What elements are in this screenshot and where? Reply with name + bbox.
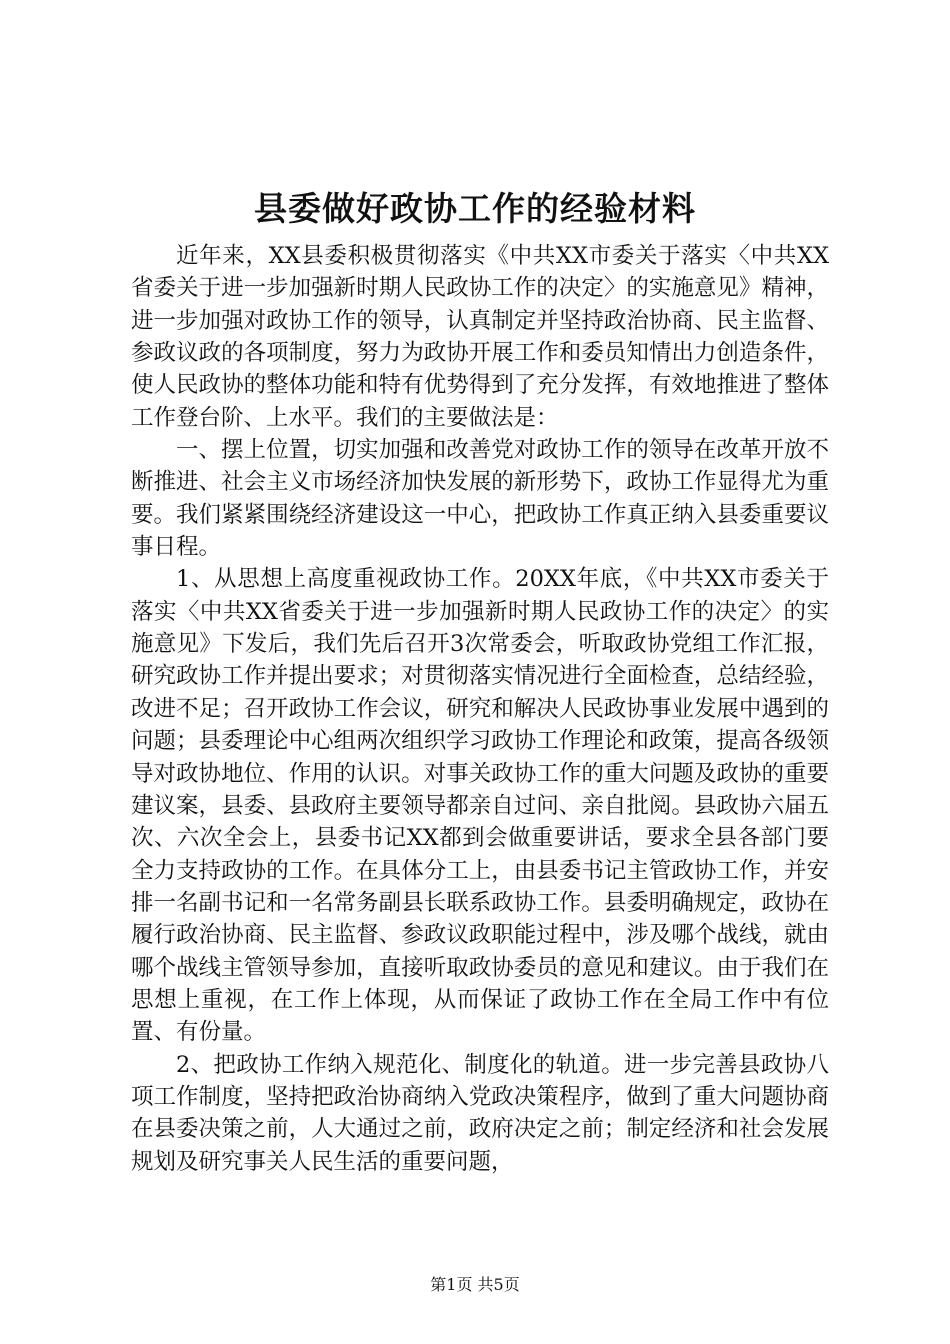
- document-title: 县委做好政协工作的经验材料: [254, 189, 696, 228]
- page-number-footer: 第1页 共5页: [430, 1275, 520, 1294]
- paragraph-section-one: 一、摆上位置，切实加强和改善党对政协工作的领导在改革开放不断推进、社会主义市场经济加快发展的新形势下，政协工作显得尤为重要。我们紧紧围绕经济建设这一中心，把政协工作真正纳入县委重要议事日程。: [131, 437, 829, 561]
- paragraph-item-2: 2、把政协工作纳入规范化、制度化的轨道。进一步完善县政协八项工作制度，坚持把政治协商纳入党政决策程序，做到了重大问题协商在县委决策之前，人大通过之前，政府决定之前；制定经济和社会发展规划及研究事关人民生活的重要问题，: [131, 1051, 829, 1175]
- document-body: [131, 240, 829, 1178]
- paragraph-intro: 近年来，XX县委积极贯彻落实《中共XX市委关于落实〈中共XX省委关于进一步加强新时期人民政协工作的决定〉的实施意见》精神，进一步加强对政协工作的领导，认真制定并坚持政治协商、民主监督、参政议政的各项制度，努力为政协开展工作和委员知情出力创造条件，使人民政协的整体功能和特有优势得到了充分发挥，有效地推进了整体工作登台阶、上水平。我们的主要做法是：: [131, 243, 829, 431]
- paragraph-item-1: 1、从思想上高度重视政协工作。20XX年底，《中共XX市委关于落实〈中共XX省委关于进一步加强新时期人民政协工作的决定〉的实施意见》下发后，我们先后召开3次常委会，听取政协党组工作汇报，研究政协工作并提出要求；对贯彻落实情况进行全面检查，总结经验，改进不足；召开政协工作会议，研究和解决人民政协事业发展中遇到的问题；县委理论中心组两次组织学习政协工作理论和政策，提高各级领导对政协地位、作用的认识。对事关政协工作的重大问题及政协的重要建议案，县委、县政府主要领导都亲自过问、亲自批阅。县政协六届五次、六次全会上，县委书记XX都到会做重要讲话，要求全县各部门要全力支持政协的工作。在具体分工上，由县委书记主管政协工作，并安排一名副书记和一名常务副县长联系政协工作。县委明确规定，政协在履行政治协商、民主监督、参政议政职能过程中，涉及哪个战线，就由哪个战线主管领导参加，直接听取政协委员的意见和建议。由于我们在思想上重视，在工作上体现，从而保证了政协工作在全局工作中有位置、有份量。: [131, 566, 829, 1046]
